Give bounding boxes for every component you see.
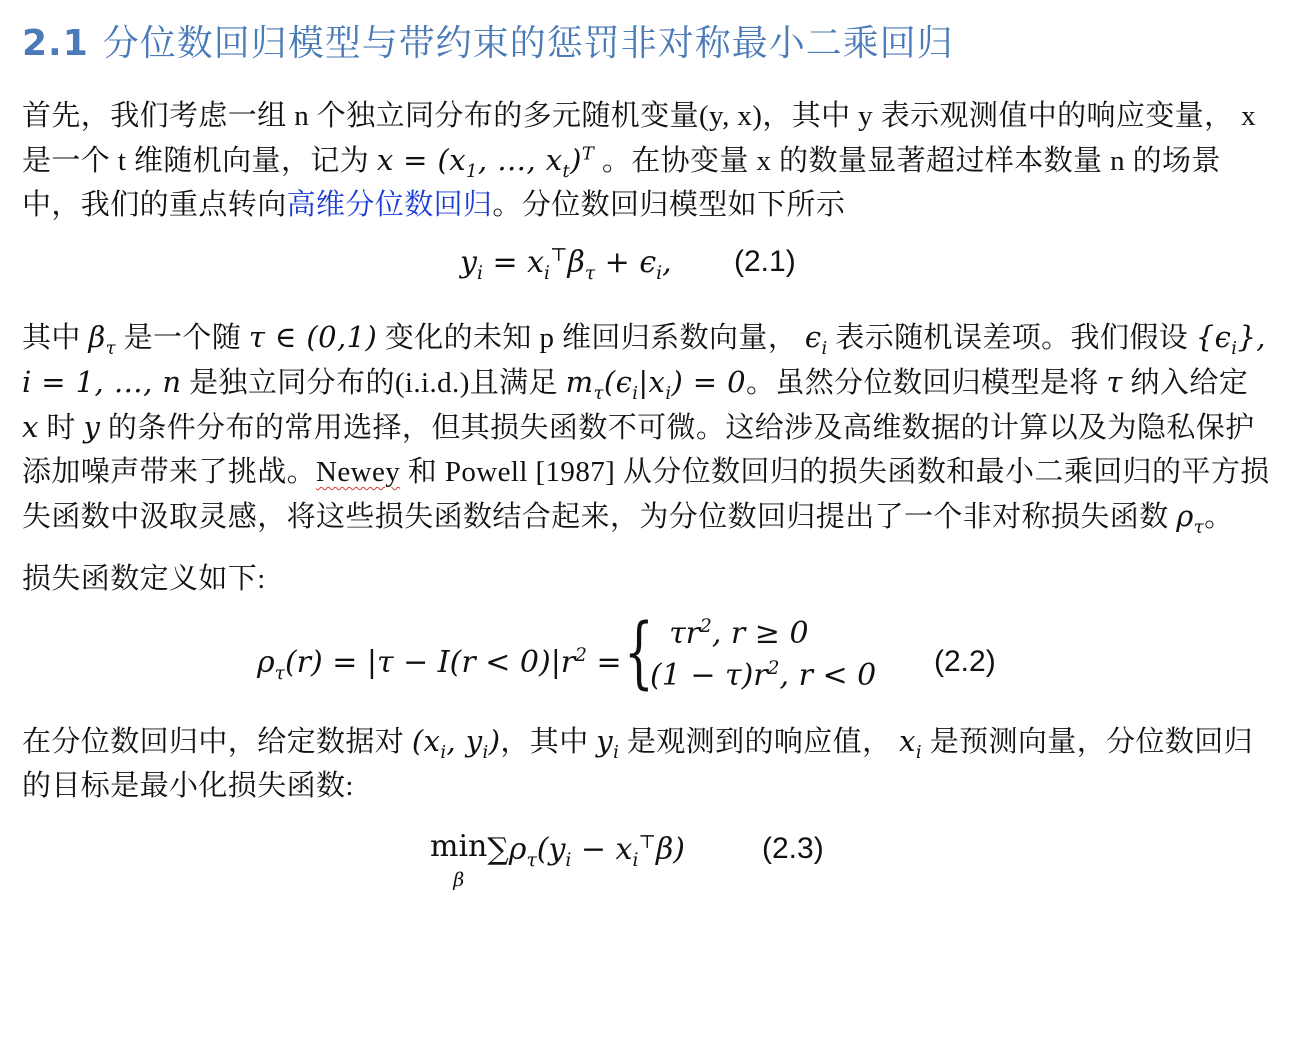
- equation-2-3-body: min $\beta\sum\rho_\tau(y_i - x_i^⊤\beta)$: [430, 829, 685, 891]
- intro-text-2: 。在协变量 x 的数量显著超过样本数量 n 的场景中，我们的重点转向: [22, 145, 1221, 221]
- section-number: 2.1: [22, 23, 89, 64]
- model-text-11: 。: [1204, 501, 1234, 533]
- math-y-i: $y_i$: [596, 724, 620, 763]
- objective-text-4: 是预测向量，分位数回归的目标是最小化损失函数:: [22, 726, 1254, 802]
- math-x: x: [22, 410, 39, 444]
- document-page: [22, 20, 1272, 891]
- paragraph-loss-definition-intro: 损失函数定义如下:: [22, 563, 266, 595]
- equation-2-2: [22, 601, 1272, 719]
- equation-2-3-min: min: [430, 829, 488, 864]
- equation-2-2-tag: (2.2): [934, 645, 996, 678]
- math-epsilon-i: $\epsilon_i$: [804, 320, 828, 359]
- math-epsilon-set: $\{\epsilon_i\}$, i = 1, …, n: [22, 320, 1266, 399]
- link-high-dim-quantile-regression[interactable]: 高维分位数回归: [286, 189, 493, 221]
- model-text-7: 纳入给定: [1122, 367, 1249, 399]
- math-tau-interval: τ ∈ (0,1): [248, 320, 378, 354]
- paragraph-objective-intro: [22, 719, 1272, 808]
- objective-text-3: 是观测到的响应值，: [619, 726, 900, 758]
- math-rho-tau: $\rho_\tau$: [1176, 499, 1205, 538]
- paragraph-model-description: [22, 315, 1272, 539]
- model-text-9: 的条件分布的常用选择，但其损失函数不可微。这给涉及高维数据的计算以及为隐私保护添加噪声带来了挑战。: [22, 412, 1255, 488]
- equation-2-3: [22, 808, 1272, 891]
- intro-text-1: 首先，我们考虑一组 n 个独立同分布的多元随机变量(y, x)，其中 y 表示观测值中的响应变量， x 是一个 t 维随机向量，记为: [22, 100, 1257, 177]
- math-x-i: $x_i$: [899, 724, 923, 763]
- math-conditional-expectile: $m_\tau(\epsilon_i|x_i) = 0$: [565, 365, 746, 404]
- equation-2-1: [22, 227, 1272, 315]
- math-data-pair: ($x_i$, $y_i$): [411, 724, 501, 763]
- math-x-vector: $x = (x_1$, …, $x_t)^T$: [376, 143, 595, 182]
- model-text-6: 。虽然分位数回归模型是将: [745, 367, 1107, 399]
- model-text-5: 是独立同分布的(i.i.d.)且满足: [181, 367, 566, 399]
- model-text-8: 时: [38, 412, 84, 444]
- math-y: y: [83, 410, 101, 444]
- model-text-1: 其中: [22, 322, 89, 354]
- math-beta-tau: $\beta_\tau$: [88, 320, 116, 359]
- section-heading: [22, 20, 1272, 68]
- objective-text-2: ，其中: [500, 726, 597, 758]
- section-title: 分位数回归模型与带约束的惩罚非对称最小二乘回归: [102, 23, 954, 64]
- paragraph-intro: [22, 94, 1272, 227]
- equation-2-2-cases: { $\tau r^2$, r ≥ 0 $(1 - \tau)r^2$, r < 0: [624, 608, 877, 698]
- model-text-2: 是一个随: [115, 322, 249, 354]
- math-tau: τ: [1106, 365, 1123, 399]
- model-text-4: 表示随机误差项。我们假设: [827, 322, 1196, 354]
- equation-2-3-tag: (2.3): [762, 832, 824, 865]
- citation-newey: Newey: [316, 456, 401, 488]
- equation-2-2-lhs: $\rho_\tau(r) = |\tau - I(r < 0)|r^2$ =: [257, 645, 622, 684]
- equation-2-1-tag: (2.1): [734, 245, 796, 278]
- equation-2-1-body: $y_i = x_i^⊤\beta_\tau + \epsilon_i$,: [460, 245, 672, 284]
- intro-text-3: 。分位数回归模型如下所示: [492, 189, 846, 221]
- objective-text-1: 在分位数回归中，给定数据对: [22, 726, 412, 758]
- model-text-3: 变化的未知 p 维回归系数向量，: [377, 322, 805, 354]
- model-text-10: 和 Powell [1987] 从分位数回归的损失函数和最小二乘回归的平方损失函数中汲取灵感，将这些损失函数结合起来，为分位数回归提出了一个非对称损失函数: [22, 456, 1270, 533]
